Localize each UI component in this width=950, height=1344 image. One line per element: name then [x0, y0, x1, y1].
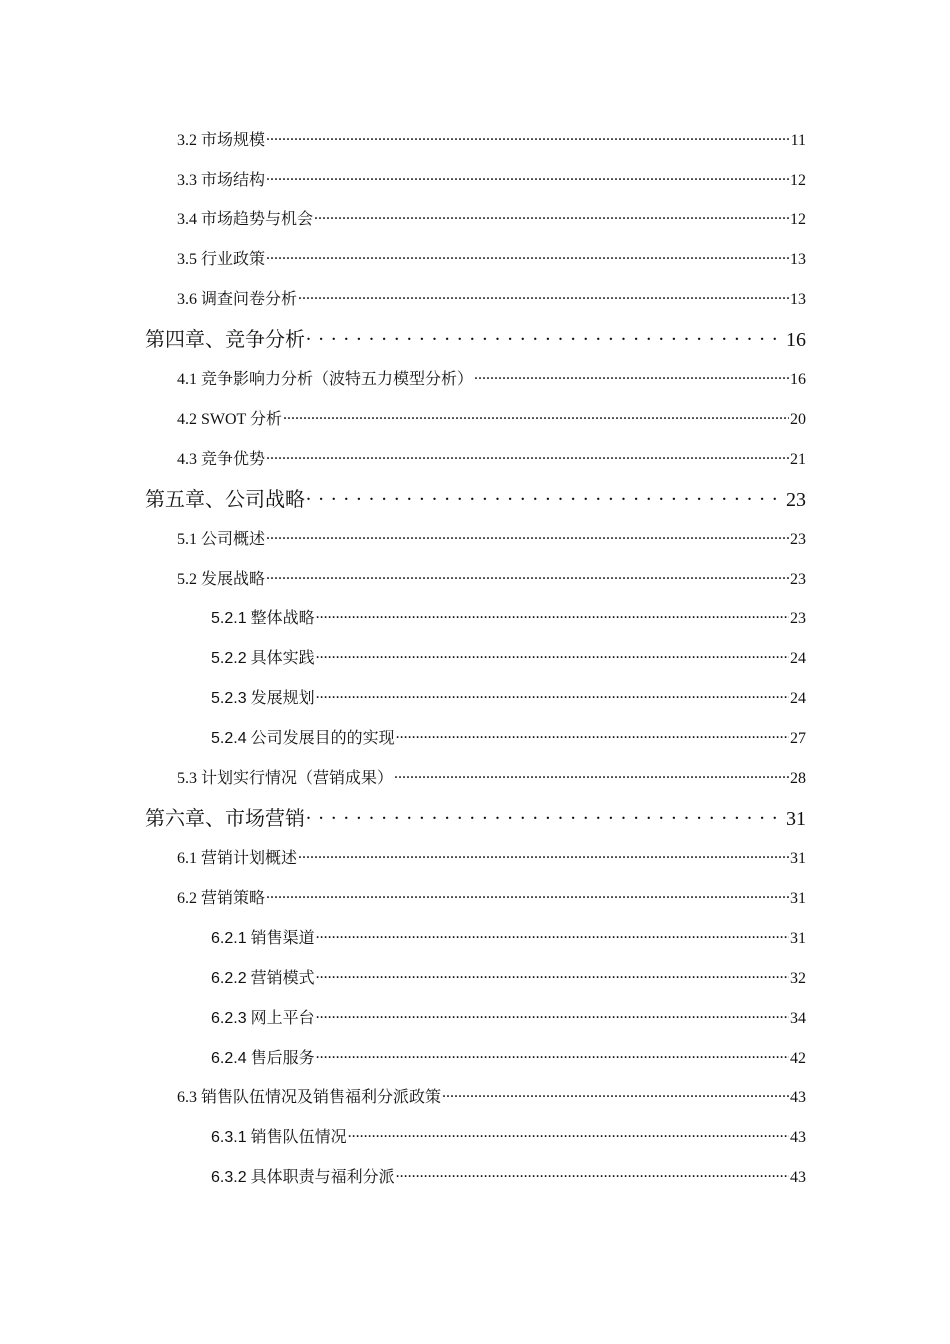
dot-leader	[266, 528, 789, 544]
toc-number: 4.2	[177, 411, 197, 428]
toc-page-number: 16	[786, 329, 806, 351]
toc-number: 3.2	[177, 132, 197, 149]
toc-number: 6.3	[177, 1089, 197, 1106]
dot-leader	[316, 967, 789, 983]
toc-number: 6.2.4	[211, 1050, 247, 1067]
toc-number: 5.1	[177, 531, 197, 548]
toc-title: 市场规模	[201, 132, 266, 149]
dot-leader	[266, 169, 789, 185]
toc-page-number: 23	[790, 571, 806, 588]
toc-page-number: 31	[790, 930, 806, 947]
toc-page-number: 28	[790, 770, 806, 787]
toc-number: 3.4	[177, 211, 197, 228]
toc-number: 4.3	[177, 451, 197, 468]
toc-title: 公司概述	[201, 531, 266, 548]
toc-entry-4-2[interactable]	[177, 406, 806, 429]
toc-number: 6.2.3	[211, 1010, 247, 1027]
toc-title: 第五章、公司战略	[145, 489, 305, 511]
toc-entry-5-2-3[interactable]	[211, 685, 806, 708]
toc-title: 发展战略	[201, 571, 266, 588]
toc-number: 5.2.4	[211, 730, 247, 747]
toc-title: 市场趋势与机会	[201, 211, 314, 228]
toc-chapter-5[interactable]	[145, 483, 806, 512]
toc-title: 行业政策	[201, 251, 266, 268]
toc-number: 6.2.2	[211, 970, 247, 987]
toc-entry-3-5[interactable]	[177, 246, 806, 269]
dot-leader	[266, 129, 790, 145]
dot-leader	[316, 1047, 789, 1063]
dot-leader	[266, 887, 789, 903]
toc-chapter-4[interactable]	[145, 323, 806, 352]
dot-leader	[396, 1166, 789, 1182]
toc-number: 6.2.1	[211, 930, 247, 947]
toc-page-number: 31	[790, 850, 806, 867]
toc-title: 公司发展目的的实现	[250, 730, 395, 747]
toc-entry-5-2-2[interactable]	[211, 645, 806, 668]
dot-leader	[316, 607, 789, 623]
toc-title: 具体实践	[250, 650, 315, 667]
toc-entry-6-3-1[interactable]	[211, 1124, 806, 1147]
toc-number: 5.2.1	[211, 610, 247, 627]
dot-leader	[316, 1007, 789, 1023]
toc-entry-6-3[interactable]	[177, 1084, 806, 1107]
dot-leader	[306, 805, 785, 825]
toc-title: 市场结构	[201, 172, 266, 189]
dot-leader	[298, 288, 789, 304]
toc-page-number: 43	[790, 1089, 806, 1106]
toc-chapter-6[interactable]	[145, 802, 806, 831]
dot-leader	[266, 568, 789, 584]
toc-title: SWOT 分析	[201, 411, 283, 428]
toc-page-number: 16	[790, 371, 806, 388]
toc-page-number: 20	[790, 411, 806, 428]
toc-title: 销售队伍情况	[250, 1129, 347, 1146]
toc-number: 6.3.1	[211, 1129, 247, 1146]
toc-page-number: 21	[790, 451, 806, 468]
toc-title: 竞争影响力分析（波特五力模型分析）	[201, 371, 474, 388]
toc-title: 整体战略	[250, 610, 315, 627]
toc-page-number: 23	[790, 531, 806, 548]
toc-entry-5-2[interactable]	[177, 566, 806, 589]
toc-entry-3-4[interactable]	[177, 206, 806, 229]
dot-leader	[266, 248, 789, 264]
toc-page-number: 31	[786, 808, 806, 830]
toc-page-number: 13	[790, 251, 806, 268]
toc-page-number: 24	[790, 690, 806, 707]
toc-page-number: 11	[790, 132, 806, 149]
toc-number: 5.2	[177, 571, 197, 588]
toc-page-number: 43	[790, 1129, 806, 1146]
toc-number: 3.3	[177, 172, 197, 189]
dot-leader	[474, 368, 789, 384]
toc-page-number: 23	[786, 489, 806, 511]
toc-title: 营销策略	[201, 890, 266, 907]
toc-title: 调查问卷分析	[201, 291, 298, 308]
toc-page-number: 32	[790, 970, 806, 987]
toc-page-number: 23	[790, 610, 806, 627]
toc-number: 5.3	[177, 770, 197, 787]
dot-leader	[316, 687, 789, 703]
toc-entry-6-3-2[interactable]	[211, 1164, 806, 1187]
toc-page-number: 24	[790, 650, 806, 667]
toc-number: 6.2	[177, 890, 197, 907]
dot-leader	[283, 408, 789, 424]
toc-title: 销售队伍情况及销售福利分派政策	[201, 1089, 442, 1106]
toc-page-number: 34	[790, 1010, 806, 1027]
toc-number: 5.2.2	[211, 650, 247, 667]
toc-entry-3-2[interactable]	[177, 127, 806, 150]
toc-entry-5-1[interactable]	[177, 526, 806, 549]
toc-entry-6-2-2[interactable]	[211, 965, 806, 988]
dot-leader	[396, 727, 789, 743]
toc-title: 营销计划概述	[201, 850, 298, 867]
dot-leader	[316, 927, 789, 943]
dot-leader	[348, 1126, 789, 1142]
toc-entry-3-6[interactable]	[177, 286, 806, 309]
toc-entry-6-2-3[interactable]	[211, 1005, 806, 1028]
toc-page-number: 12	[790, 172, 806, 189]
dot-leader	[298, 847, 789, 863]
toc-page-number: 31	[790, 890, 806, 907]
toc-number: 4.1	[177, 371, 197, 388]
toc-title: 竞争优势	[201, 451, 266, 468]
toc-title: 售后服务	[250, 1050, 315, 1067]
toc-title: 具体职责与福利分派	[250, 1169, 395, 1186]
toc-number: 3.6	[177, 291, 197, 308]
toc-entry-5-2-1[interactable]	[211, 605, 806, 628]
toc-entry-5-2-4[interactable]	[211, 725, 806, 748]
dot-leader	[316, 647, 789, 663]
toc-page-number: 43	[790, 1169, 806, 1186]
toc-title: 营销模式	[250, 970, 315, 987]
dot-leader	[314, 208, 789, 224]
dot-leader	[306, 326, 785, 346]
dot-leader	[266, 448, 789, 464]
toc-title: 销售渠道	[250, 930, 315, 947]
dot-leader	[306, 486, 785, 506]
toc-title: 网上平台	[250, 1010, 315, 1027]
toc-number: 5.2.3	[211, 690, 247, 707]
toc-page-number: 42	[790, 1050, 806, 1067]
toc-title: 第四章、竞争分析	[145, 329, 305, 351]
toc-entry-5-3[interactable]	[177, 765, 806, 788]
toc-number: 6.1	[177, 850, 197, 867]
toc-entry-6-1[interactable]	[177, 845, 806, 868]
toc-entry-4-3[interactable]	[177, 446, 806, 469]
toc-page-number: 13	[790, 291, 806, 308]
dot-leader	[442, 1086, 789, 1102]
toc-entry-6-2[interactable]	[177, 885, 806, 908]
toc-title: 第六章、市场营销	[145, 808, 305, 830]
dot-leader	[394, 767, 789, 783]
toc-entry-4-1[interactable]	[177, 366, 806, 389]
toc-number: 3.5	[177, 251, 197, 268]
toc-number: 6.3.2	[211, 1169, 247, 1186]
toc-page-number: 12	[790, 211, 806, 228]
toc-title: 发展规划	[250, 690, 315, 707]
toc-entry-6-2-4[interactable]	[211, 1045, 806, 1068]
toc-entry-6-2-1[interactable]	[211, 925, 806, 948]
toc-entry-3-3[interactable]	[177, 167, 806, 190]
toc-page-number: 27	[790, 730, 806, 747]
toc-title: 计划实行情况（营销成果）	[201, 770, 394, 787]
